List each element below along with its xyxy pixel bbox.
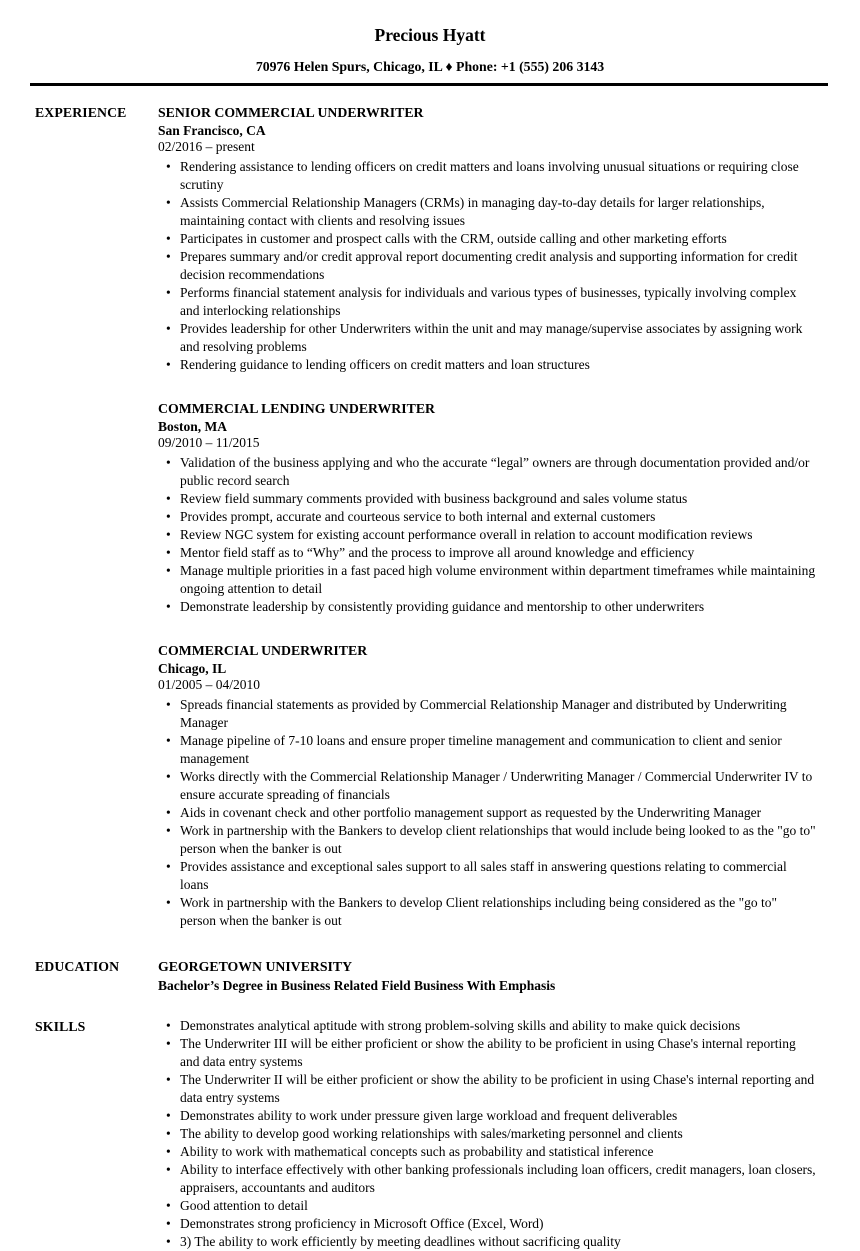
bullet-dot-icon: •: [166, 733, 171, 748]
bullet-text: Ability to work with mathematical concepts such as probability and statistical inference: [180, 1144, 654, 1159]
skills-list: [158, 1017, 816, 1251]
bullet-item: [158, 544, 816, 562]
bullet-dot-icon: •: [166, 195, 171, 210]
bullet-item: [158, 1017, 816, 1035]
bullet-text: Provides prompt, accurate and courteous service to both internal and external customers: [180, 509, 656, 524]
bullet-text: The Underwriter III will be either proficient or show the ability to be proficient in using Chase's internal reporting and data entry systems: [180, 1036, 796, 1069]
bullet-text: Aids in covenant check and other portfolio management support as requested by the Underwriting Manager: [180, 805, 762, 820]
bullet-text: Rendering assistance to lending officers on credit matters and loans involving unusual situations or requiring close scrutiny: [180, 159, 799, 192]
bullet-text: Works directly with the Commercial Relationship Manager / Underwriting Manager / Commercial Underwriter IV to ensure accurate spreading of financials: [180, 769, 813, 802]
bullet-dot-icon: •: [166, 1072, 171, 1087]
skills-content: [158, 1017, 860, 1251]
bullet-dot-icon: •: [166, 563, 171, 578]
bullet-text: Assists Commercial Relationship Managers (CRMs) in managing day-to-day details for larger relationships, maintaining contact with clients and resolving issues: [180, 195, 765, 228]
bullet-item: [158, 248, 816, 284]
job-dates: 09/2010 – 11/2015: [158, 435, 260, 450]
bullet-item: [158, 598, 816, 616]
bullet-item: [158, 1035, 816, 1071]
bullet-text: Good attention to detail: [180, 1198, 308, 1213]
bullet-item: [158, 1197, 816, 1215]
bullet-text: Rendering guidance to lending officers on credit matters and loan structures: [180, 357, 590, 372]
job-location: San Francisco, CA: [158, 123, 266, 138]
bullet-text: Manage multiple priorities in a fast paced high volume environment within department timeframes while maintaining ongoing attention to detail: [180, 563, 816, 596]
bullet-text: Provides assistance and exceptional sales support to all sales staff in answering questions relating to commercial loans: [180, 859, 787, 892]
bullet-dot-icon: •: [166, 491, 171, 506]
bullet-dot-icon: •: [166, 527, 171, 542]
school-name: GEORGETOWN UNIVERSITY: [158, 959, 353, 974]
bullet-dot-icon: •: [166, 285, 171, 300]
bullet-item: [158, 356, 816, 374]
bullet-text: Review field summary comments provided with business background and sales volume status: [180, 491, 688, 506]
bullet-dot-icon: •: [166, 1018, 171, 1033]
bullet-item: [158, 562, 816, 598]
bullet-text: Spreads financial statements as provided by Commercial Relationship Manager and distributed by Underwriting Manager: [180, 697, 787, 730]
bullet-text: Participates in customer and prospect calls with the CRM, outside calling and other marketing efforts: [180, 231, 727, 246]
section-label-skills: SKILLS: [35, 1019, 86, 1034]
bullet-dot-icon: •: [166, 159, 171, 174]
bullet-text: 3) The ability to work efficiently by meeting deadlines without sacrificing quality: [180, 1234, 621, 1249]
job-title: SENIOR COMMERCIAL UNDERWRITER: [158, 105, 424, 120]
bullet-text: Demonstrates strong proficiency in Microsoft Office (Excel, Word): [180, 1216, 544, 1231]
bullet-item: [158, 804, 816, 822]
bullet-item: [158, 732, 816, 768]
bullet-dot-icon: •: [166, 1036, 171, 1051]
bullet-dot-icon: •: [166, 1216, 171, 1231]
bullet-dot-icon: •: [166, 357, 171, 372]
bullet-dot-icon: •: [166, 769, 171, 784]
bullet-item: [158, 822, 816, 858]
bullet-item: [158, 194, 816, 230]
bullet-dot-icon: •: [166, 697, 171, 712]
bullet-text: Demonstrate leadership by consistently providing guidance and mentorship to other underwriters: [180, 599, 705, 614]
bullet-item: [158, 508, 816, 526]
bullet-dot-icon: •: [166, 1234, 171, 1249]
bullet-item: [158, 230, 816, 248]
bullet-text: Demonstrates analytical aptitude with strong problem-solving skills and ability to make quick decisions: [180, 1018, 741, 1033]
job-bullet-list: [158, 454, 816, 616]
bullet-text: Prepares summary and/or credit approval report documenting credit analysis and supporting information for credit decision recommendations: [180, 249, 798, 282]
header-divider: [30, 83, 828, 86]
bullet-text: Work in partnership with the Bankers to develop client relationships that would include being looked to as the "go to" person when the banker is out: [180, 823, 816, 856]
job-entry-3: [158, 641, 816, 930]
bullet-dot-icon: •: [166, 545, 171, 560]
bullet-item: [158, 1125, 816, 1143]
bullet-item: [158, 526, 816, 544]
bullet-text: Review NGC system for existing account performance overall in relation to account modification reviews: [180, 527, 753, 542]
bullet-item: [158, 1143, 816, 1161]
bullet-item: [158, 158, 816, 194]
section-label-experience: EXPERIENCE: [35, 105, 127, 120]
bullet-item: [158, 1107, 816, 1125]
bullet-dot-icon: •: [166, 509, 171, 524]
bullet-item: [158, 320, 816, 356]
bullet-dot-icon: •: [166, 1162, 171, 1177]
bullet-item: [158, 768, 816, 804]
bullet-dot-icon: •: [166, 1198, 171, 1213]
resume-header: [0, 0, 860, 74]
job-bullet-list: [158, 696, 816, 930]
bullet-dot-icon: •: [166, 823, 171, 838]
bullet-item: [158, 284, 816, 320]
bullet-item: [158, 894, 816, 930]
bullet-dot-icon: •: [166, 895, 171, 910]
bullet-item: [158, 454, 816, 490]
bullet-dot-icon: •: [166, 859, 171, 874]
job-title: COMMERCIAL LENDING UNDERWRITER: [158, 401, 436, 416]
bullet-text: Mentor field staff as to “Why” and the process to improve all around knowledge and efficiency: [180, 545, 695, 560]
section-education: [0, 957, 860, 996]
job-title: COMMERCIAL UNDERWRITER: [158, 643, 368, 658]
job-entry-1: [158, 103, 816, 374]
bullet-dot-icon: •: [166, 1126, 171, 1141]
section-skills: [0, 1017, 860, 1251]
bullet-dot-icon: •: [166, 1108, 171, 1123]
bullet-dot-icon: •: [166, 231, 171, 246]
bullet-dot-icon: •: [166, 1144, 171, 1159]
job-dates: 01/2005 – 04/2010: [158, 677, 261, 692]
bullet-text: Performs financial statement analysis for individuals and various types of businesses, typically involving complex and interlocking relationships: [180, 285, 797, 318]
bullet-text: Demonstrates ability to work under pressure given large workload and frequent deliverables: [180, 1108, 678, 1123]
bullet-text: Manage pipeline of 7-10 loans and ensure proper timeline management and communication to client and senior management: [180, 733, 782, 766]
bullet-item: [158, 1161, 816, 1197]
education-content: [158, 957, 860, 996]
contact-line: 70976 Helen Spurs, Chicago, IL ♦ Phone: +1 (555) 206 3143: [255, 59, 605, 74]
candidate-name: Precious Hyatt: [374, 25, 486, 45]
bullet-item: [158, 1215, 816, 1233]
job-dates: 02/2016 – present: [158, 139, 255, 154]
bullet-item: [158, 490, 816, 508]
bullet-item: [158, 696, 816, 732]
experience-content: [158, 103, 860, 930]
bullet-dot-icon: •: [166, 321, 171, 336]
bullet-dot-icon: •: [166, 599, 171, 614]
bullet-text: Validation of the business applying and who the accurate “legal” owners are through documentation provided and/or public record search: [180, 455, 810, 488]
bullet-item: [158, 858, 816, 894]
section-experience: [0, 103, 860, 930]
section-label-education: EDUCATION: [35, 959, 120, 974]
bullet-dot-icon: •: [166, 805, 171, 820]
bullet-dot-icon: •: [166, 455, 171, 470]
bullet-item: [158, 1071, 816, 1107]
bullet-text: Ability to interface effectively with other banking professionals including loan officers, credit managers, loan closers, appraisers, accountants and auditors: [180, 1162, 816, 1195]
bullet-text: The Underwriter II will be either proficient or show the ability to be proficient in using Chase's internal reporting and data entry systems: [180, 1072, 815, 1105]
bullet-text: The ability to develop good working relationships with sales/marketing personnel and clients: [180, 1126, 683, 1141]
job-location: Boston, MA: [158, 419, 228, 434]
job-bullet-list: [158, 158, 816, 374]
job-location: Chicago, IL: [158, 661, 227, 676]
bullet-dot-icon: •: [166, 249, 171, 264]
bullet-text: Work in partnership with the Bankers to develop Client relationships including being considered as the "go to" person when the banker is out: [180, 895, 778, 928]
degree-title: Bachelor’s Degree in Business Related Field Business With Emphasis: [158, 978, 556, 993]
bullet-item: [158, 1233, 816, 1251]
bullet-text: Provides leadership for other Underwriters within the unit and may manage/supervise associates by assigning work and resolving problems: [180, 321, 803, 354]
job-entry-2: [158, 399, 816, 616]
